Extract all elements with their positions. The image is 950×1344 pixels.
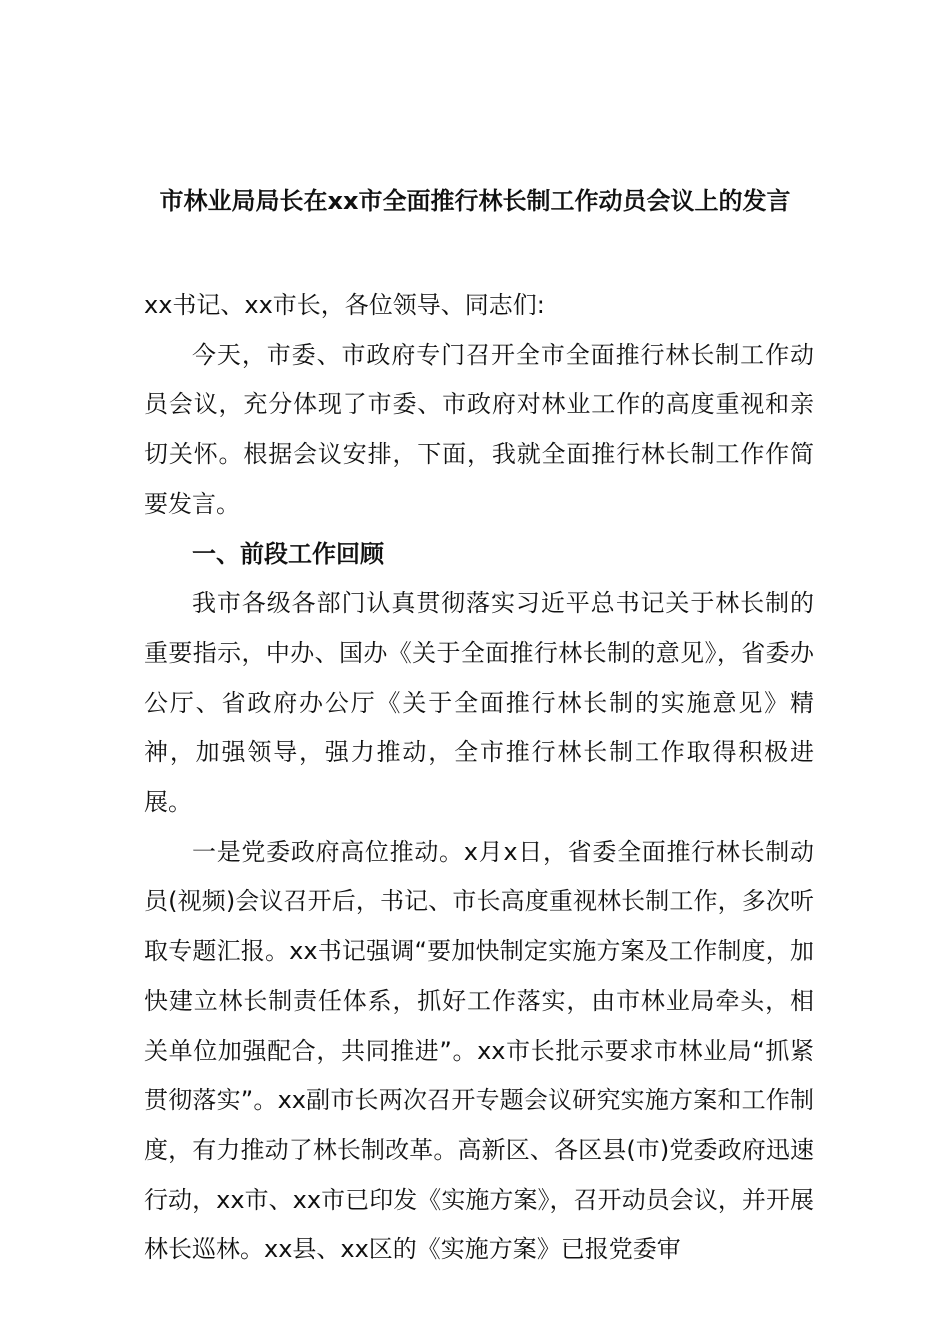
salutation: xx书记、xx市长，各位领导、同志们: xyxy=(144,291,545,319)
paragraph-point-one: 一是党委政府高位推动。x月x日，省委全面推行林长制动员(视频)会议召开后，书记、市长高度重视林长制工作，多次听取专题汇报。xx书记强调“要加快制定实施方案及工作制度，加快建立林长制责任体系，抓好工作落实，由市林业局牵头，相关单位加强配合，共同推进”。xx市长批示要求市林业局“抓紧贯彻落实”。xx副市长两次召开专题会议研究实施方案和工作制度，有力推动了林长制改革。高新区、各区县(市)党委政府迅速行动，xx市、xx市已印发《实施方案》，召开动员会议，并开展林长巡林。xx县、xx区的《实施方案》已报党委审 xyxy=(144,837,814,1264)
document-title: 市林业局局长在xx市全面推行林长制工作动员会议上的发言 xyxy=(159,187,791,215)
paragraph-intro: 今天，市委、市政府专门召开全市全面推行林长制工作动员会议，充分体现了市委、市政府对林业工作的高度重视和亲切关怀。根据会议安排，下面，我就全面推行林长制工作作简要发言。 xyxy=(144,340,814,518)
section-heading: 一、前段工作回顾 xyxy=(192,539,384,568)
document-body xyxy=(144,281,814,1275)
paragraph-review: 我市各级各部门认真贯彻落实习近平总书记关于林长制的重要指示，中办、国办《关于全面推行林长制的意见》，省委办公厅、省政府办公厅《关于全面推行林长制的实施意见》精神，加强领导，强力推动，全市推行林长制工作取得积极进展。 xyxy=(144,589,814,817)
